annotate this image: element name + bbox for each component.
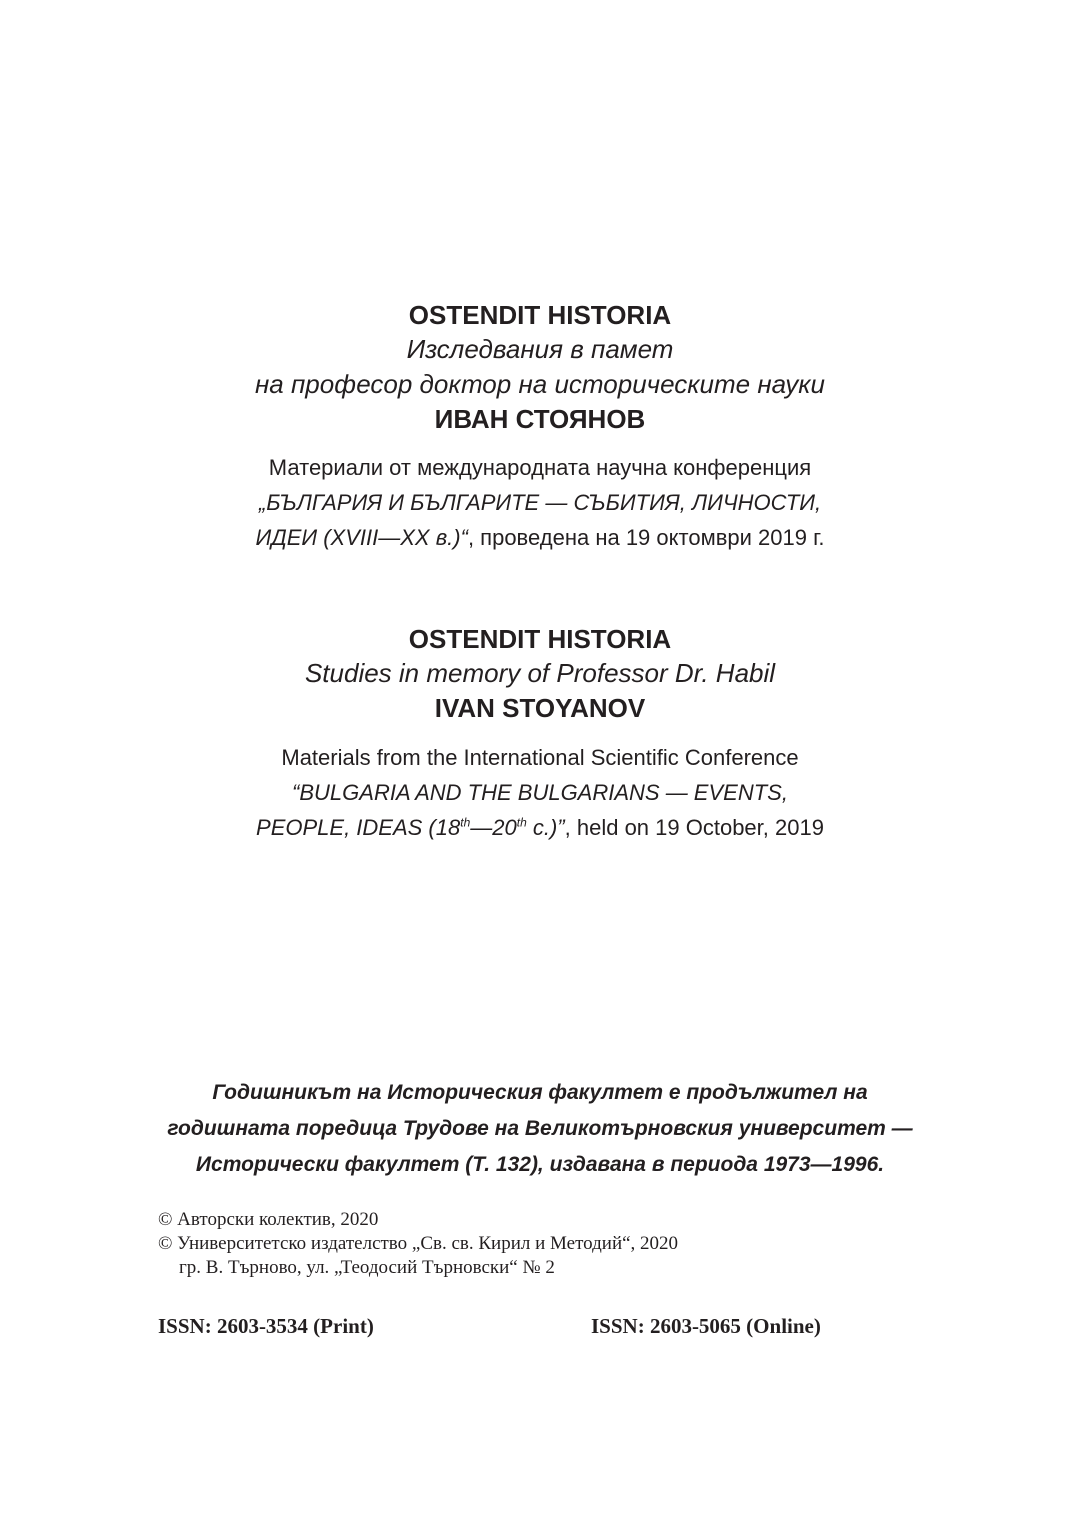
en-superscript-1: th	[460, 815, 471, 830]
english-title-block	[0, 622, 1080, 725]
bulgarian-conference-block	[0, 450, 1080, 555]
en-century-end: —20	[470, 815, 517, 840]
bg-subtitle-line-1: Изследвания в памет	[406, 334, 674, 364]
bg-author-name: ИВАН СТОЯНОВ	[434, 404, 646, 434]
series-note-line-1: Годишникът на Историческия факултет е продължител на	[212, 1081, 868, 1104]
bg-conference-title-line-2	[0, 520, 1080, 555]
bulgarian-title-block	[0, 298, 1080, 436]
series-note	[0, 1075, 1080, 1183]
en-century-start: PEOPLE, IDEAS (18	[256, 815, 461, 840]
issn-print: ISSN: 2603-3534 (Print)	[158, 1314, 374, 1338]
publisher-address: гр. В. Търново, ул. „Теодосий Търновски“ № 2	[179, 1257, 555, 1278]
bg-book-title: OSTENDIT HISTORIA	[408, 300, 672, 330]
copyright-publisher: © Университетско издателство „Св. св. Кирил и Методий“, 2020	[158, 1233, 679, 1254]
copyright-block	[158, 1208, 678, 1280]
bg-conference-title-end: ИДЕИ (XVIII—XX в.)“	[255, 525, 468, 550]
en-author-name: IVAN STOYANOV	[434, 693, 646, 723]
en-superscript-2: th	[516, 815, 527, 830]
series-note-line-2: годишната поредица Трудове на Великотърновския университет —	[167, 1117, 913, 1140]
en-materials-line: Materials from the International Scientific Conference	[281, 745, 799, 770]
en-subtitle: Studies in memory of Professor Dr. Habil	[304, 658, 776, 688]
series-note-line-3: Исторически факултет (Т. 132), издавана в периода 1973—1996.	[195, 1153, 885, 1176]
en-conference-close: c.)”	[526, 815, 565, 840]
copyright-authors: © Авторски колектив, 2020	[158, 1209, 379, 1230]
bg-materials-line: Материали от международната научна конференция	[268, 455, 812, 480]
bg-subtitle-line-2: на професор доктор на историческите науки	[255, 369, 825, 399]
en-conference-title-end	[256, 815, 565, 840]
bg-conference-title-line-1: „БЪЛГАРИЯ И БЪЛГАРИТЕ — СЪБИТИЯ, ЛИЧНОСТИ,	[258, 490, 822, 515]
en-held-date: , held on 19 October, 2019	[564, 815, 824, 840]
bg-held-date: , проведена на 19 октомври 2019 г.	[467, 525, 825, 550]
en-conference-title-line-1: “BULGARIA AND THE BULGARIANS — EVENTS,	[292, 780, 788, 805]
en-book-title: OSTENDIT HISTORIA	[408, 624, 672, 654]
en-conference-title-line-2	[0, 810, 1080, 845]
issn-online: ISSN: 2603-5065 (Online)	[591, 1314, 821, 1338]
english-conference-block	[0, 740, 1080, 845]
